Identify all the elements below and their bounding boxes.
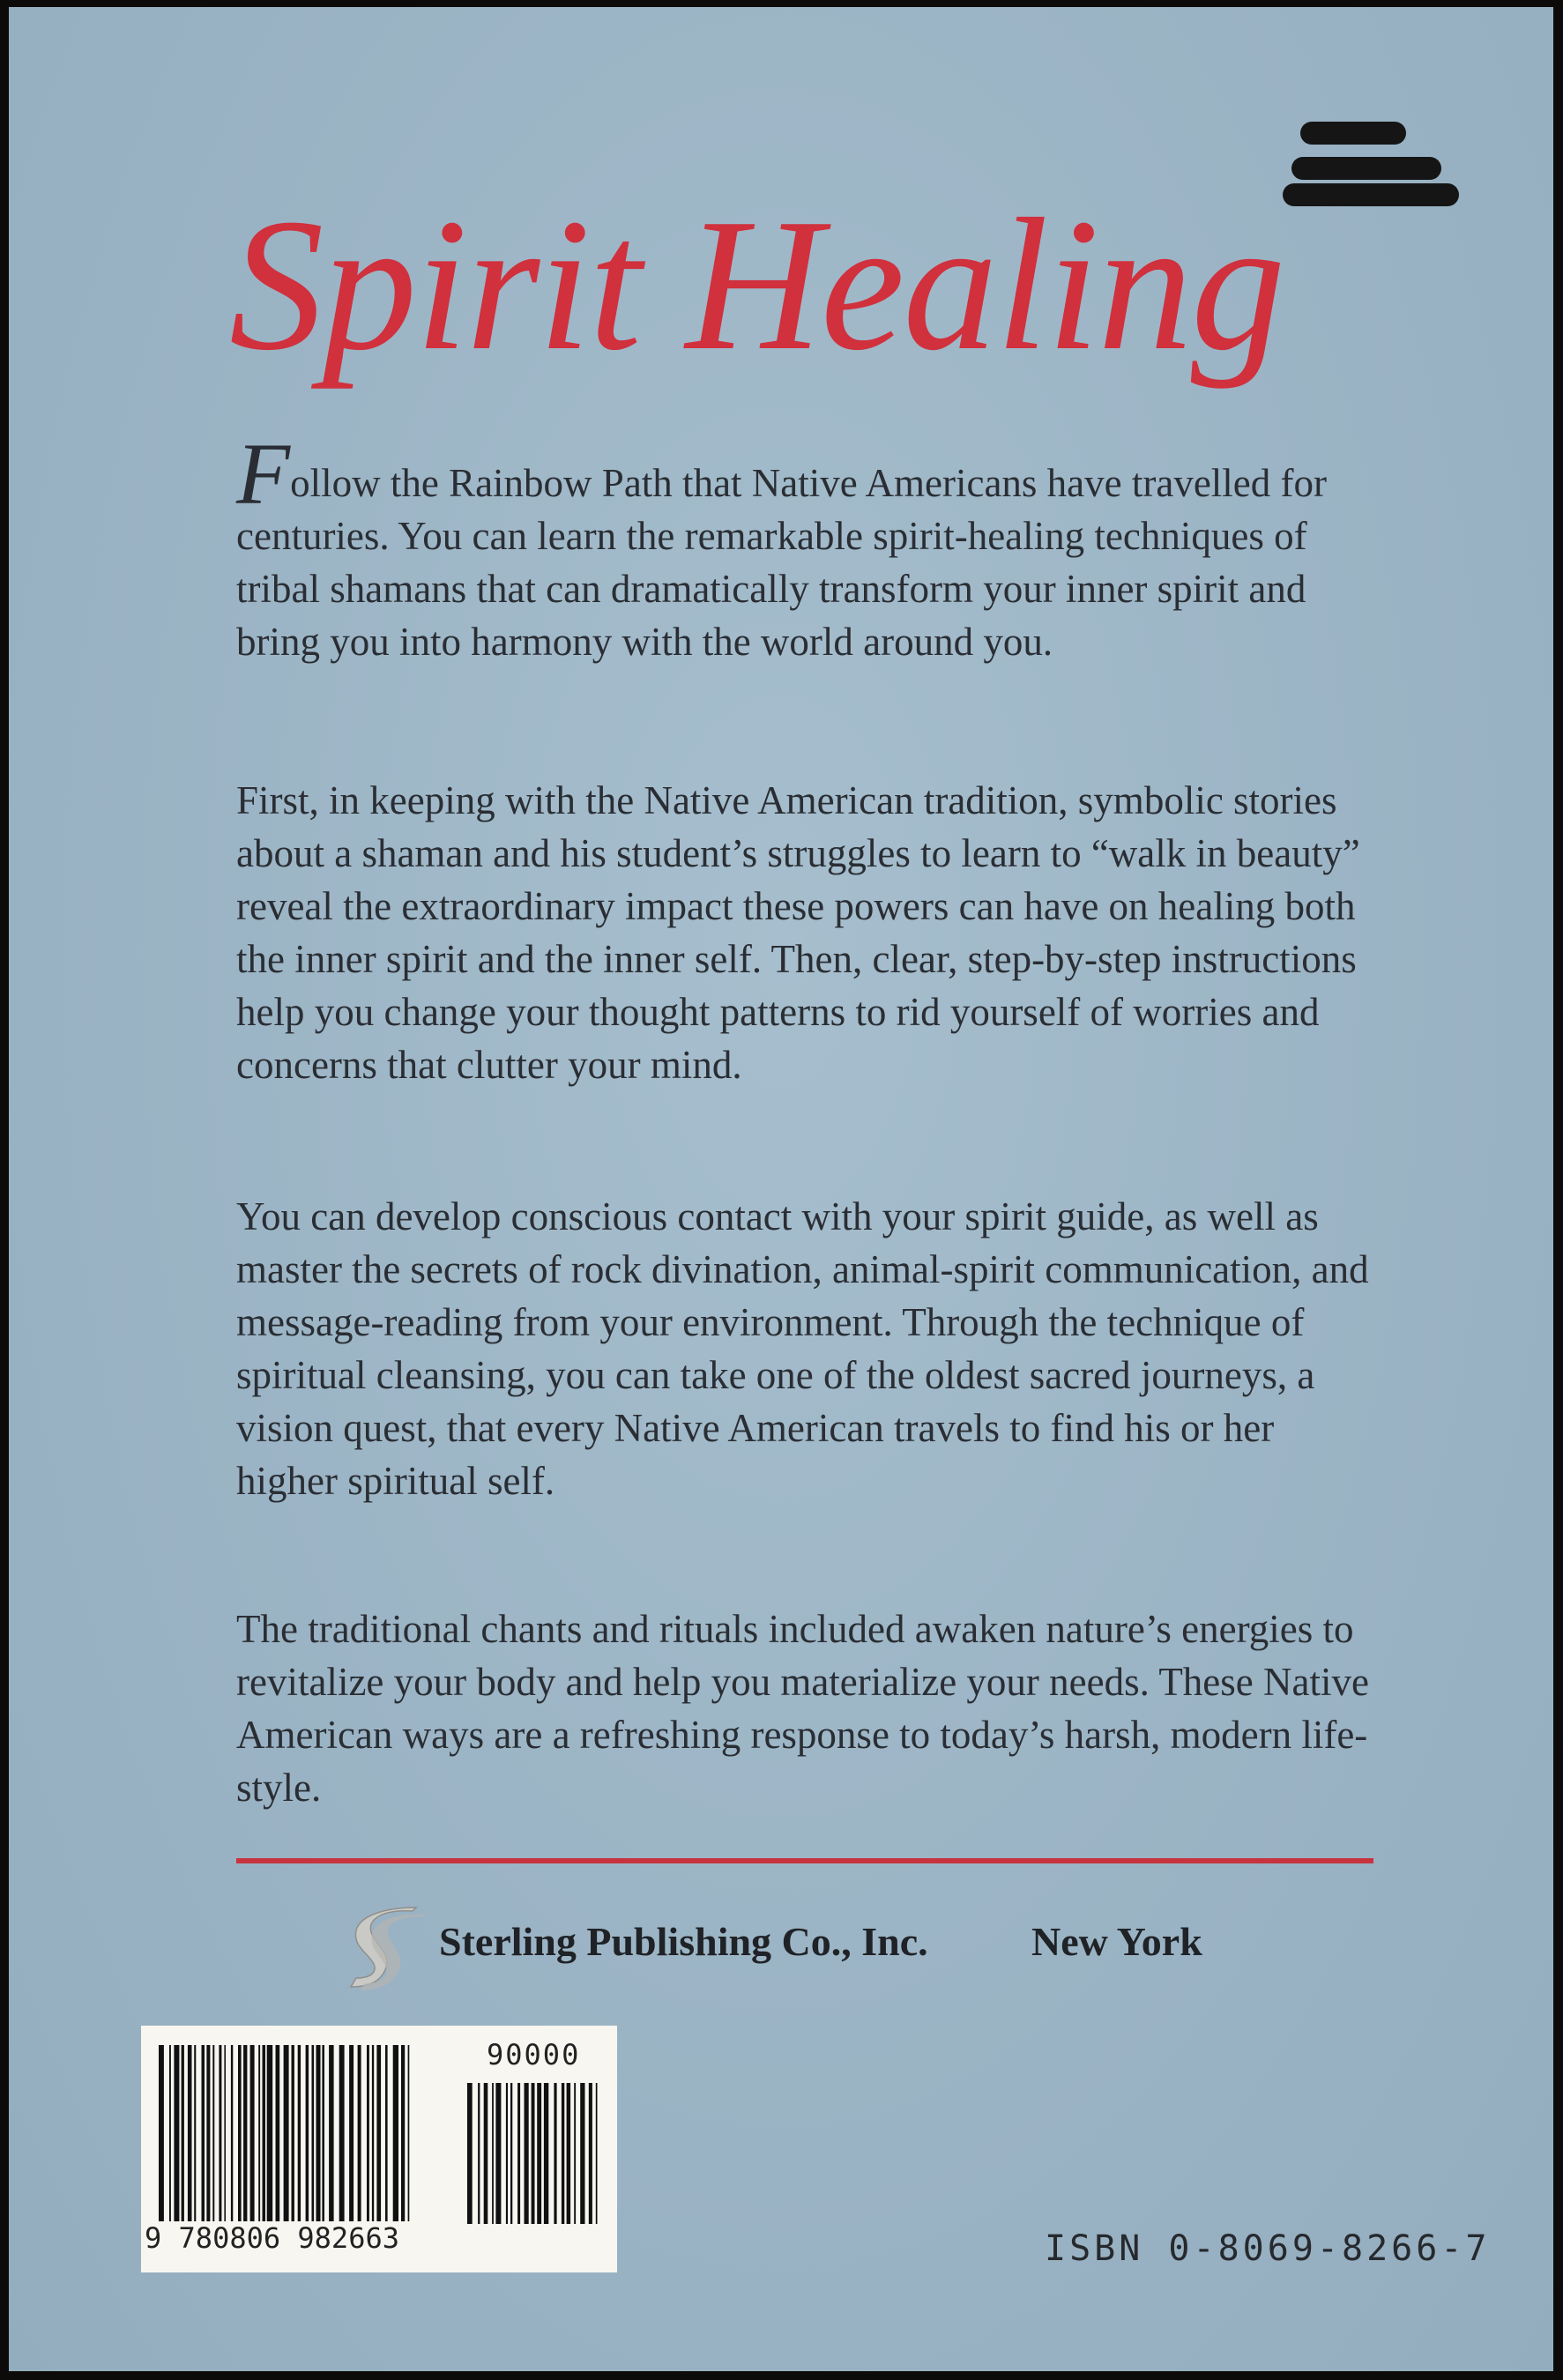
barcode-ean-number: 9 780806 982663 <box>145 2221 399 2255</box>
isbn-number: ISBN 0-8069-8266-7 <box>1045 2228 1491 2269</box>
book-back-cover <box>9 7 1553 2371</box>
blurb-paragraph-2: First, in keeping with the Native American tradition, symbolic stories about a shaman and his student’s struggles to learn to “walk in beauty” reveal the extraordinary impact these powers can have on healing both the inner spirit and the inner self. Then, clear, step-by-step instructions help you change your thought patterns to rid yourself of worries and concerns that clutter your mind. <box>236 778 1360 1087</box>
red-divider-rule <box>236 1858 1373 1863</box>
sterling-s-logo-icon <box>344 1904 432 1992</box>
publisher-name: Sterling Publishing Co., Inc. <box>439 1919 928 1964</box>
blurb-paragraph-1-text: ollow the Rainbow Path that Native Americans have travelled for centuries. You can learn the remarkable spirit-healing techniques of tribal shamans that can dramatically transform your inner spirit and bring you into harmony with the world around you. <box>236 461 1328 664</box>
blurb-paragraph-3: You can develop conscious contact with your spirit guide, as well as master the secrets of rock divination, animal-spirit communication, and message-reading from your environment. Through the technique of spiritual cleansing, you can take one of the oldest sacred journeys, a vision quest, that every Native American travels to find his or her higher spiritual self. <box>236 1194 1369 1503</box>
addon-barcode <box>467 2083 599 2224</box>
ean-barcode <box>159 2045 414 2221</box>
barcode-label <box>141 2026 617 2272</box>
blurb-paragraph-1 <box>236 425 1382 668</box>
book-title: Spirit Healing <box>229 179 1284 390</box>
barcode-addon-number: 90000 <box>487 2038 581 2071</box>
publisher-imprint <box>344 1902 1314 1990</box>
blurb-paragraph-4: The traditional chants and rituals included awaken nature’s energies to revitalize your body and help you materialize your needs. These Native American ways are a refreshing response to today’s harsh, modern life-style. <box>236 1607 1369 1810</box>
publisher-city: New York <box>1031 1919 1202 1964</box>
drop-cap: F <box>236 425 291 523</box>
